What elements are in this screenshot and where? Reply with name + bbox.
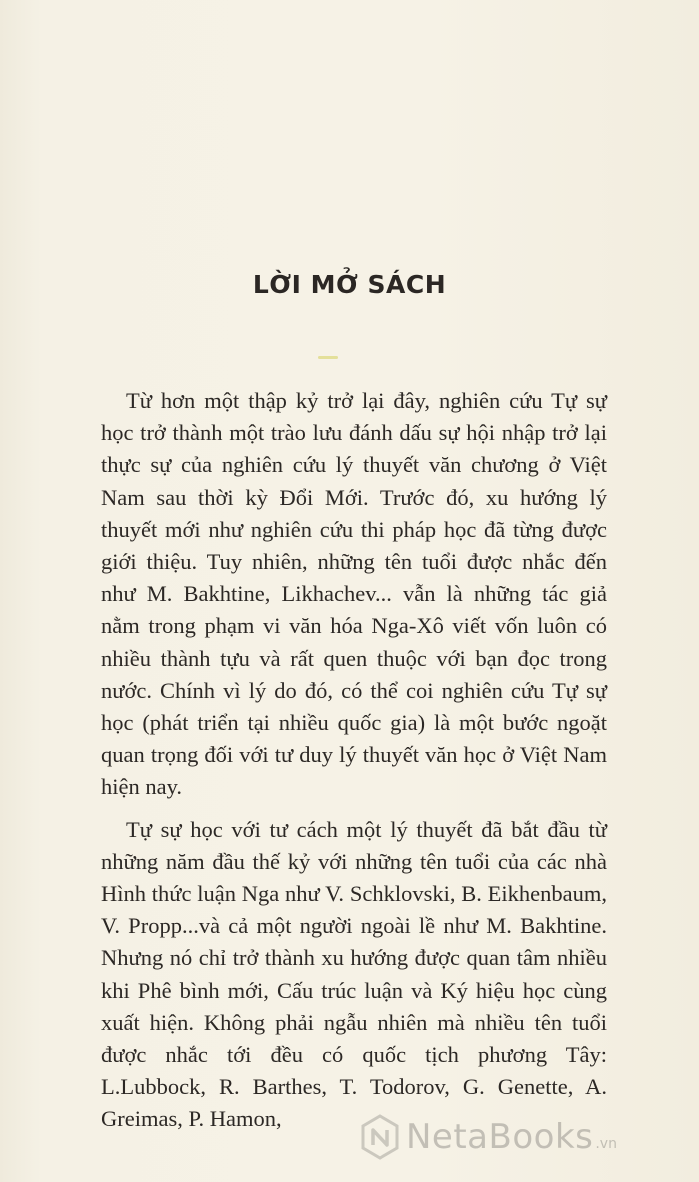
paragraph: Tự sự học với tư cách một lý thuyết đã bắt đầu từ những năm đầu thế kỷ với những tên tuổi của các nhà Hình thức luận Nga như V. Schklovski, B. Eikhenbaum, V. Propp...và cả một người ngoài lề như M. Bakhtine. Nhưng nó chỉ trở thành xu hướng được quan tâm nhiều khi Phê bình mới, Cấu trúc luận và Ký hiệu học cùng xuất hiện. Không phải ngẫu nhiên mà nhiều tên tuổi được nhắc tới đều có quốc tịch phương Tây: L.Lubbock, R. Barthes, T. Todorov, G. Genette, A. Greimas, P. Hamon,	[101, 816, 607, 1132]
chapter-title: LỜI MỞ SÁCH	[252, 270, 447, 299]
title-ornament	[318, 356, 338, 359]
paragraph: Từ hơn một thập kỷ trở lại đây, nghiên cứu Tự sự học trở thành một trào lưu đánh dấu sự hội nhập trở lại thực sự của nghiên cứu lý thuyết văn chương ở Việt Nam sau thời kỳ Đổi Mới. Trước đó, xu hướng lý thuyết mới như nghiên cứu thi pháp học đã từng được giới thiệu. Tuy nhiên, những tên tuổi được nhắc đến như M. Bakhtine, Likhachev... vẫn là những tác giả nằm trong phạm vi văn hóa Nga-Xô viết vốn luôn có nhiều thành tựu và rất quen thuộc với bạn đọc trong nước. Chính vì lý do đó, có thể coi nghiên cứu Tự sự học (phát triển tại nhiều quốc gia) là một bước ngoặt quan trọng đối với tư duy lý thuyết văn học ở Việt Nam hiện nay.	[101, 388, 607, 800]
body-text	[101, 385, 607, 1136]
watermark-suffix: .vn	[595, 1136, 617, 1152]
watermark	[360, 1112, 617, 1162]
netabooks-logo-icon	[360, 1114, 400, 1160]
watermark-brand: NetaBooks	[406, 1117, 594, 1157]
